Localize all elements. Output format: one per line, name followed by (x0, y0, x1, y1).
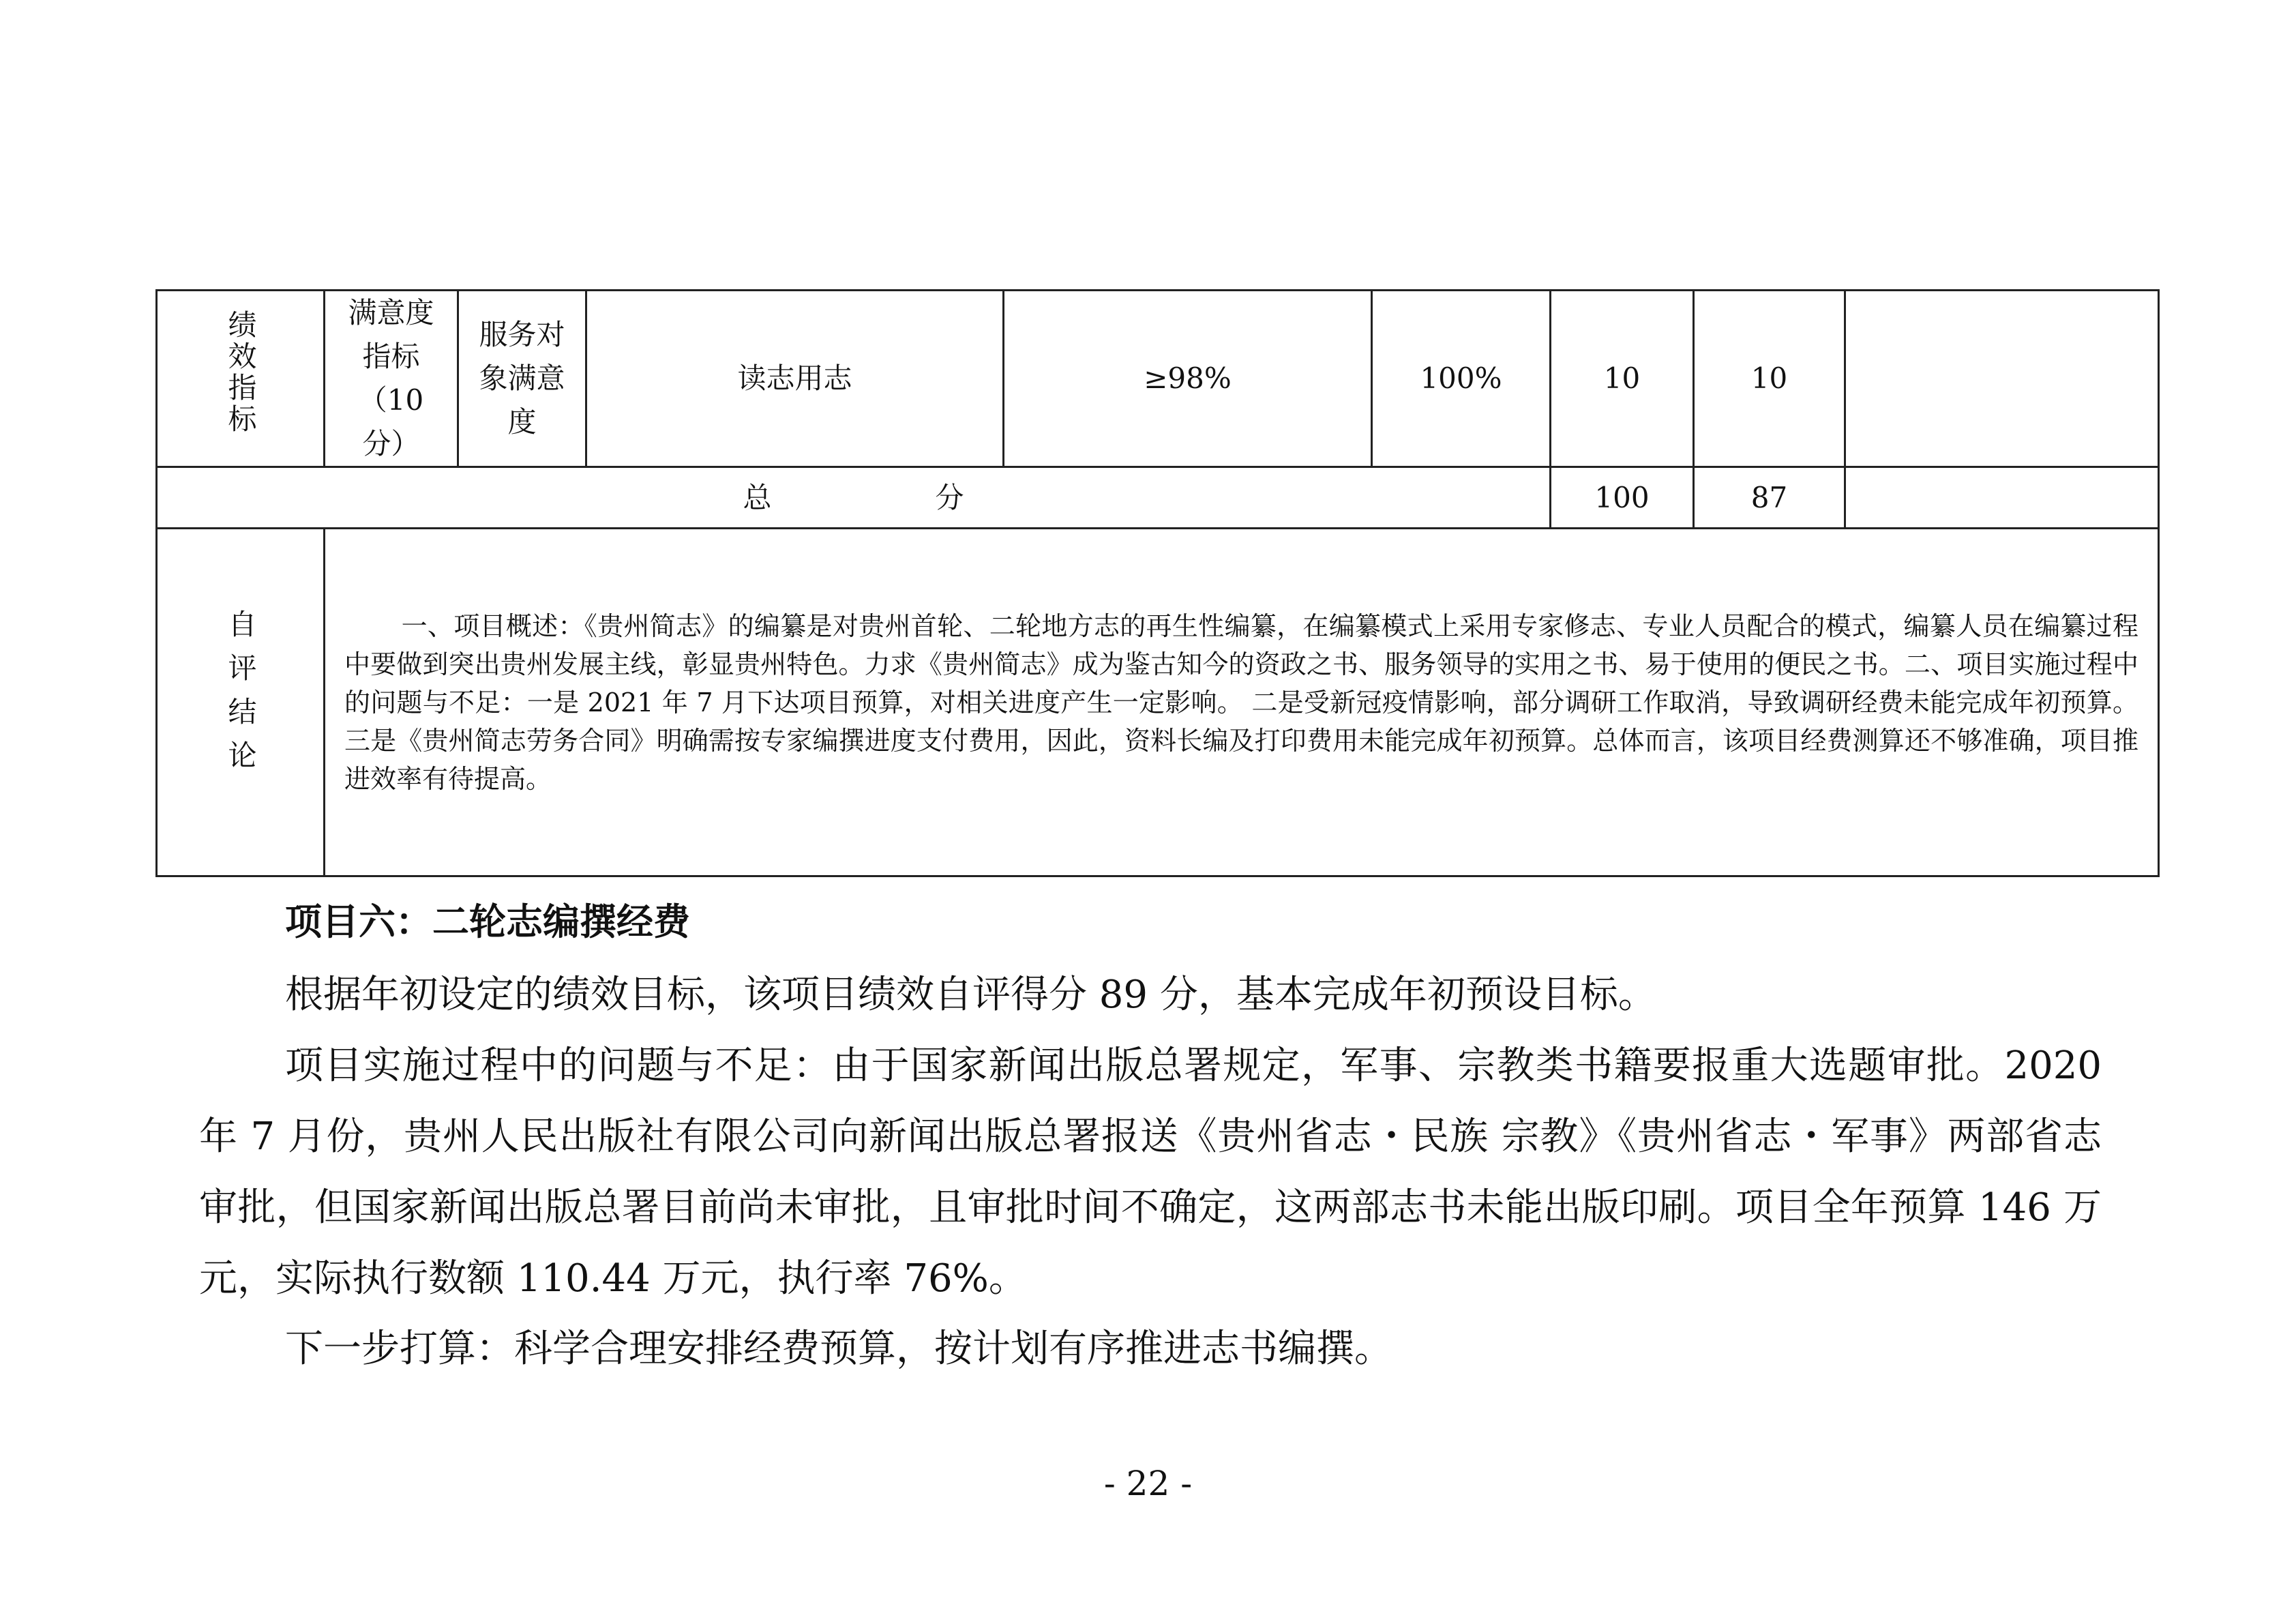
total-label: 总分 (743, 480, 1128, 514)
paragraph-next-steps: 下一步打算：科学合理安排经费预算，按计划有序推进志书编撰。 (285, 1327, 1392, 1371)
conclusion-label: 自评结论 (224, 608, 258, 784)
level2-line: （10 (358, 383, 424, 417)
target-cell: ≥98% (1004, 291, 1372, 467)
remark-cell (1845, 291, 2159, 467)
level3-cell (458, 291, 586, 467)
level2-line: 满意度 (348, 296, 434, 329)
level3-line: 服务对 (479, 318, 565, 351)
paragraph-problems: 项目实施过程中的问题与不足：由于国家新闻出版总署规定，军事、宗教类书籍要报重大选题审批。2020 年 7 月份，贵州人民出版社有限公司向新闻出版总署报送《贵州省志・民族 宗教》《贵州省志・军事》两部省志审批，但国家新闻出版总署目前尚未审批，且审批时间不确定，这两部志书未能出版印刷。项目全年预算 146 万元，实际执行数额 110.44 万元，执行率 76%。 (199, 1044, 2102, 1301)
conclusion-label-cell (157, 529, 325, 876)
level2-line: 分） (362, 427, 420, 460)
paragraph-score: 根据年初设定的绩效目标，该项目绩效自评得分 89 分，基本完成年初预设目标。 (285, 973, 1656, 1017)
page-number: - 22 - (1103, 1464, 1193, 1503)
level3-line: 度 (507, 405, 537, 439)
performance-table (155, 289, 2160, 877)
level2-cell (325, 291, 458, 467)
total-row (157, 467, 2159, 529)
total-weight-cell: 100 (1551, 467, 1694, 529)
section-heading: 项目六：二轮志编撰经费 (285, 900, 690, 943)
total-score-cell: 87 (1694, 467, 1845, 529)
level2-line: 指标 (362, 340, 420, 373)
weight-cell: 10 (1551, 291, 1694, 467)
score-cell: 10 (1694, 291, 1845, 467)
conclusion-row (157, 529, 2159, 876)
level3-line: 象满意 (479, 361, 565, 395)
total-remark-cell (1845, 467, 2159, 529)
total-label-cell (157, 467, 1551, 529)
indicator-cell: 读志用志 (586, 291, 1004, 467)
satisfaction-row (157, 291, 2159, 467)
actual-cell: 100% (1372, 291, 1551, 467)
level1-cell (157, 291, 325, 467)
level1-label: 绩效指标 (224, 310, 258, 435)
conclusion-text: 一、项目概述：《贵州简志》的编纂是对贵州首轮、二轮地方志的再生性编纂，在编纂模式上采用专家修志、专业人员配合的模式，编纂人员在编纂过程中要做到突出贵州发展主线，彰显贵州特色。力求《贵州简志》成为鉴古知今的资政之书、服务领导的实用之书、易于使用的便民之书。二、项目实施过程中的问题与不足：一是 2021 年 7 月下达项目预算，对相关进度产生一定影响。 二是受新冠疫情影响，部分调研工作取消，导致调研经费未能完成年初预算。三是《贵州简志劳务合同》明确需按专家编撰进度支付费用，因此，资料长编及打印费用未能完成年初预算。总体而言，该项目经费测算还不够准确，项目推进效率有待提高。 (325, 529, 2159, 876)
